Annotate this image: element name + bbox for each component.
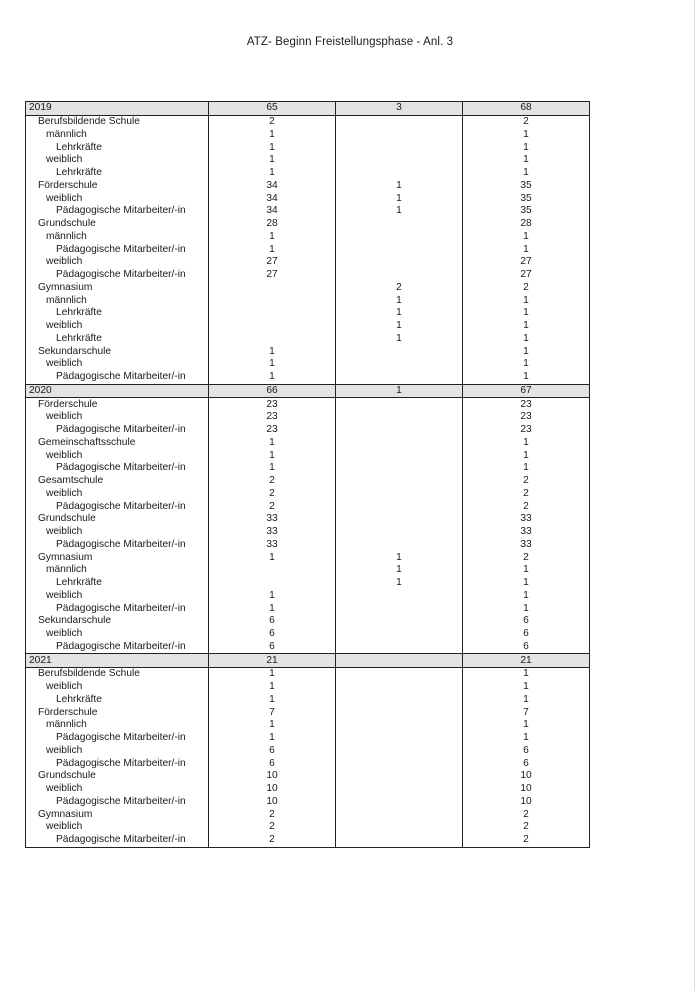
table-row <box>26 231 590 244</box>
value-cell-c: 2 <box>463 115 590 128</box>
value-cell-c: 1 <box>463 449 590 462</box>
table-row <box>26 719 590 732</box>
value-cell-b <box>336 615 463 628</box>
value-cell-a: 6 <box>209 641 336 654</box>
value-cell-b <box>336 641 463 654</box>
value-cell-b <box>336 371 463 384</box>
table-row <box>26 167 590 180</box>
value-cell-b <box>336 243 463 256</box>
value-cell-c: 35 <box>463 192 590 205</box>
value-cell-b <box>336 449 463 462</box>
value-cell-a: 1 <box>209 345 336 358</box>
value-cell-b <box>336 783 463 796</box>
row-label: weiblich <box>26 821 209 834</box>
row-label: Lehrkräfte <box>26 577 209 590</box>
value-cell-b <box>336 141 463 154</box>
table-row <box>26 783 590 796</box>
value-cell-b <box>336 719 463 732</box>
value-cell-c: 1 <box>463 333 590 346</box>
statistics-table <box>25 101 590 848</box>
row-label: Pädagogische Mitarbeiter/-in <box>26 205 209 218</box>
value-cell-b <box>336 500 463 513</box>
value-cell-c: 6 <box>463 628 590 641</box>
table-row <box>26 345 590 358</box>
row-label: männlich <box>26 564 209 577</box>
table-row <box>26 154 590 167</box>
value-cell-a: 2 <box>209 821 336 834</box>
value-cell-c: 67 <box>463 384 590 398</box>
row-label: Gesamtschule <box>26 475 209 488</box>
table-row <box>26 180 590 193</box>
value-cell-c: 35 <box>463 205 590 218</box>
value-cell-c: 1 <box>463 732 590 745</box>
value-cell-a: 1 <box>209 694 336 707</box>
value-cell-b: 1 <box>336 192 463 205</box>
value-cell-c: 1 <box>463 358 590 371</box>
value-cell-b <box>336 706 463 719</box>
table-row <box>26 437 590 450</box>
row-label: weiblich <box>26 320 209 333</box>
value-cell-b <box>336 475 463 488</box>
value-cell-b: 1 <box>336 564 463 577</box>
table-row <box>26 539 590 552</box>
value-cell-b: 2 <box>336 282 463 295</box>
value-cell-b <box>336 411 463 424</box>
row-label: weiblich <box>26 526 209 539</box>
value-cell-a: 27 <box>209 269 336 282</box>
table-row <box>26 115 590 128</box>
value-cell-a: 23 <box>209 398 336 411</box>
value-cell-c: 23 <box>463 424 590 437</box>
value-cell-a: 23 <box>209 424 336 437</box>
row-label: Lehrkräfte <box>26 694 209 707</box>
value-cell-c: 1 <box>463 294 590 307</box>
value-cell-a: 1 <box>209 231 336 244</box>
value-cell-a: 33 <box>209 513 336 526</box>
value-cell-b: 1 <box>336 307 463 320</box>
row-label: weiblich <box>26 488 209 501</box>
table-row <box>26 551 590 564</box>
value-cell-a: 65 <box>209 102 336 116</box>
value-cell-c: 33 <box>463 539 590 552</box>
value-cell-b <box>336 745 463 758</box>
value-cell-a: 27 <box>209 256 336 269</box>
value-cell-c: 1 <box>463 371 590 384</box>
value-cell-a: 6 <box>209 615 336 628</box>
row-label: Pädagogische Mitarbeiter/-in <box>26 462 209 475</box>
value-cell-c: 1 <box>463 243 590 256</box>
value-cell-c: 2 <box>463 475 590 488</box>
table-row <box>26 411 590 424</box>
value-cell-b <box>336 345 463 358</box>
value-cell-b: 1 <box>336 577 463 590</box>
year-row <box>26 384 590 398</box>
row-label: weiblich <box>26 411 209 424</box>
page-title: ATZ- Beginn Freistellungsphase - Anl. 3 <box>246 36 454 48</box>
table-row <box>26 628 590 641</box>
value-cell-a: 33 <box>209 526 336 539</box>
value-cell-b <box>336 358 463 371</box>
value-cell-c: 2 <box>463 551 590 564</box>
value-cell-a: 6 <box>209 628 336 641</box>
value-cell-c: 2 <box>463 282 590 295</box>
value-cell-b: 1 <box>336 320 463 333</box>
value-cell-a: 2 <box>209 475 336 488</box>
value-cell-b <box>336 398 463 411</box>
table-row <box>26 590 590 603</box>
row-label: Pädagogische Mitarbeiter/-in <box>26 834 209 847</box>
value-cell-c: 1 <box>463 141 590 154</box>
table-row <box>26 424 590 437</box>
table-row <box>26 526 590 539</box>
value-cell-a: 1 <box>209 141 336 154</box>
row-label: Förderschule <box>26 706 209 719</box>
row-label: Sekundarschule <box>26 615 209 628</box>
value-cell-a: 1 <box>209 590 336 603</box>
value-cell-b <box>336 424 463 437</box>
table-row <box>26 681 590 694</box>
value-cell-a: 2 <box>209 115 336 128</box>
table-row <box>26 294 590 307</box>
value-cell-b <box>336 488 463 501</box>
value-cell-a <box>209 307 336 320</box>
row-label: Pädagogische Mitarbeiter/-in <box>26 602 209 615</box>
value-cell-b <box>336 437 463 450</box>
value-cell-c: 23 <box>463 398 590 411</box>
value-cell-a: 1 <box>209 449 336 462</box>
value-cell-b <box>336 808 463 821</box>
row-label: Pädagogische Mitarbeiter/-in <box>26 500 209 513</box>
value-cell-c: 1 <box>463 694 590 707</box>
value-cell-c: 1 <box>463 231 590 244</box>
value-cell-c: 6 <box>463 757 590 770</box>
value-cell-b <box>336 628 463 641</box>
value-cell-c: 23 <box>463 411 590 424</box>
row-label: weiblich <box>26 681 209 694</box>
value-cell-a: 2 <box>209 834 336 847</box>
value-cell-b <box>336 834 463 847</box>
value-cell-c: 1 <box>463 167 590 180</box>
row-label: Pädagogische Mitarbeiter/-in <box>26 757 209 770</box>
table-row <box>26 732 590 745</box>
value-cell-a <box>209 564 336 577</box>
value-cell-b <box>336 770 463 783</box>
row-label: Pädagogische Mitarbeiter/-in <box>26 539 209 552</box>
value-cell-a <box>209 577 336 590</box>
table-row <box>26 488 590 501</box>
value-cell-b <box>336 821 463 834</box>
value-cell-b <box>336 757 463 770</box>
value-cell-b <box>336 154 463 167</box>
value-cell-b <box>336 269 463 282</box>
table-row <box>26 668 590 681</box>
value-cell-c: 2 <box>463 808 590 821</box>
table-row <box>26 577 590 590</box>
value-cell-a: 33 <box>209 539 336 552</box>
table-row <box>26 641 590 654</box>
value-cell-a: 1 <box>209 154 336 167</box>
value-cell-a: 10 <box>209 770 336 783</box>
value-cell-b: 1 <box>336 205 463 218</box>
value-cell-c: 1 <box>463 577 590 590</box>
row-label: Gymnasium <box>26 282 209 295</box>
year-label: 2021 <box>26 654 209 668</box>
value-cell-c: 1 <box>463 590 590 603</box>
value-cell-b <box>336 462 463 475</box>
value-cell-a: 1 <box>209 243 336 256</box>
value-cell-a: 2 <box>209 808 336 821</box>
value-cell-b <box>336 539 463 552</box>
year-row <box>26 654 590 668</box>
table-row <box>26 694 590 707</box>
row-label: Berufsbildende Schule <box>26 115 209 128</box>
row-label: Berufsbildende Schule <box>26 668 209 681</box>
table-row <box>26 371 590 384</box>
value-cell-c: 1 <box>463 564 590 577</box>
value-cell-c: 2 <box>463 488 590 501</box>
value-cell-b <box>336 668 463 681</box>
table-row <box>26 141 590 154</box>
row-label: Gymnasium <box>26 808 209 821</box>
value-cell-c: 35 <box>463 180 590 193</box>
value-cell-b <box>336 218 463 231</box>
row-label: weiblich <box>26 590 209 603</box>
table-row <box>26 796 590 809</box>
value-cell-c: 1 <box>463 129 590 142</box>
row-label: Grundschule <box>26 513 209 526</box>
row-label: weiblich <box>26 256 209 269</box>
value-cell-a: 1 <box>209 668 336 681</box>
table-row <box>26 192 590 205</box>
table-row <box>26 307 590 320</box>
value-cell-b <box>336 129 463 142</box>
value-cell-b <box>336 796 463 809</box>
value-cell-c: 10 <box>463 783 590 796</box>
value-cell-c: 6 <box>463 615 590 628</box>
table-row <box>26 333 590 346</box>
year-label: 2019 <box>26 102 209 116</box>
value-cell-c: 2 <box>463 500 590 513</box>
table-row <box>26 243 590 256</box>
row-label: weiblich <box>26 745 209 758</box>
table-row <box>26 269 590 282</box>
value-cell-c: 2 <box>463 821 590 834</box>
row-label: Grundschule <box>26 218 209 231</box>
value-cell-b <box>336 115 463 128</box>
value-cell-c: 2 <box>463 834 590 847</box>
value-cell-c: 1 <box>463 437 590 450</box>
value-cell-c: 68 <box>463 102 590 116</box>
value-cell-b <box>336 590 463 603</box>
value-cell-a: 1 <box>209 732 336 745</box>
row-label: weiblich <box>26 358 209 371</box>
value-cell-a <box>209 294 336 307</box>
row-label: weiblich <box>26 783 209 796</box>
value-cell-b <box>336 526 463 539</box>
table-row <box>26 745 590 758</box>
value-cell-c: 33 <box>463 513 590 526</box>
table-row <box>26 320 590 333</box>
row-label: männlich <box>26 719 209 732</box>
table-row <box>26 398 590 411</box>
value-cell-a: 1 <box>209 602 336 615</box>
value-cell-c: 1 <box>463 681 590 694</box>
table-row <box>26 834 590 847</box>
value-cell-b: 1 <box>336 180 463 193</box>
value-cell-b <box>336 732 463 745</box>
table-row <box>26 462 590 475</box>
value-cell-c: 27 <box>463 256 590 269</box>
row-label: Förderschule <box>26 398 209 411</box>
row-label: Lehrkräfte <box>26 333 209 346</box>
row-label: Sekundarschule <box>26 345 209 358</box>
value-cell-a <box>209 320 336 333</box>
value-cell-a: 10 <box>209 783 336 796</box>
row-label: Grundschule <box>26 770 209 783</box>
scan-edge-line <box>694 0 695 991</box>
value-cell-c: 6 <box>463 745 590 758</box>
table-row <box>26 500 590 513</box>
table-row <box>26 821 590 834</box>
row-label: Förderschule <box>26 180 209 193</box>
table-row <box>26 129 590 142</box>
row-label: Pädagogische Mitarbeiter/-in <box>26 732 209 745</box>
value-cell-b: 1 <box>336 384 463 398</box>
table-row <box>26 564 590 577</box>
table-body <box>26 102 590 848</box>
row-label: männlich <box>26 129 209 142</box>
value-cell-a: 34 <box>209 192 336 205</box>
table-row <box>26 475 590 488</box>
table-row <box>26 602 590 615</box>
table-row <box>26 615 590 628</box>
value-cell-b <box>336 681 463 694</box>
value-cell-c: 21 <box>463 654 590 668</box>
value-cell-a: 23 <box>209 411 336 424</box>
value-cell-c: 27 <box>463 269 590 282</box>
value-cell-c: 1 <box>463 719 590 732</box>
value-cell-a: 1 <box>209 719 336 732</box>
table-row <box>26 218 590 231</box>
row-label: männlich <box>26 231 209 244</box>
value-cell-b: 3 <box>336 102 463 116</box>
table-row <box>26 205 590 218</box>
value-cell-c: 1 <box>463 345 590 358</box>
value-cell-a: 1 <box>209 437 336 450</box>
row-label: Pädagogische Mitarbeiter/-in <box>26 269 209 282</box>
value-cell-a: 2 <box>209 500 336 513</box>
row-label: weiblich <box>26 628 209 641</box>
value-cell-c: 10 <box>463 796 590 809</box>
value-cell-a: 6 <box>209 757 336 770</box>
value-cell-b <box>336 694 463 707</box>
value-cell-a: 21 <box>209 654 336 668</box>
value-cell-a: 1 <box>209 371 336 384</box>
value-cell-a: 66 <box>209 384 336 398</box>
value-cell-b <box>336 167 463 180</box>
value-cell-c: 6 <box>463 641 590 654</box>
value-cell-a: 34 <box>209 180 336 193</box>
row-label: Lehrkräfte <box>26 307 209 320</box>
value-cell-a: 6 <box>209 745 336 758</box>
row-label: Lehrkräfte <box>26 141 209 154</box>
value-cell-b <box>336 256 463 269</box>
value-cell-a: 7 <box>209 706 336 719</box>
table-row <box>26 282 590 295</box>
row-label: männlich <box>26 294 209 307</box>
value-cell-c: 10 <box>463 770 590 783</box>
table-row <box>26 358 590 371</box>
row-label: weiblich <box>26 449 209 462</box>
value-cell-c: 1 <box>463 668 590 681</box>
table-row <box>26 449 590 462</box>
value-cell-b: 1 <box>336 294 463 307</box>
value-cell-a: 34 <box>209 205 336 218</box>
row-label: Pädagogische Mitarbeiter/-in <box>26 371 209 384</box>
value-cell-c: 1 <box>463 462 590 475</box>
table-row <box>26 256 590 269</box>
value-cell-a: 10 <box>209 796 336 809</box>
value-cell-a <box>209 333 336 346</box>
value-cell-b <box>336 654 463 668</box>
value-cell-b <box>336 513 463 526</box>
table-row <box>26 513 590 526</box>
row-label: weiblich <box>26 154 209 167</box>
row-label: Gemeinschaftsschule <box>26 437 209 450</box>
table-row <box>26 808 590 821</box>
value-cell-b <box>336 602 463 615</box>
value-cell-a: 1 <box>209 551 336 564</box>
value-cell-a: 2 <box>209 488 336 501</box>
table-row <box>26 706 590 719</box>
value-cell-b: 1 <box>336 551 463 564</box>
value-cell-c: 1 <box>463 320 590 333</box>
value-cell-a: 1 <box>209 462 336 475</box>
value-cell-c: 1 <box>463 602 590 615</box>
value-cell-a: 1 <box>209 681 336 694</box>
value-cell-a: 1 <box>209 129 336 142</box>
value-cell-c: 33 <box>463 526 590 539</box>
value-cell-c: 1 <box>463 154 590 167</box>
row-label: Lehrkräfte <box>26 167 209 180</box>
value-cell-b: 1 <box>336 333 463 346</box>
year-label: 2020 <box>26 384 209 398</box>
value-cell-a: 1 <box>209 358 336 371</box>
row-label: Gymnasium <box>26 551 209 564</box>
value-cell-a <box>209 282 336 295</box>
row-label: Pädagogische Mitarbeiter/-in <box>26 796 209 809</box>
row-label: Pädagogische Mitarbeiter/-in <box>26 424 209 437</box>
value-cell-c: 1 <box>463 307 590 320</box>
row-label: Pädagogische Mitarbeiter/-in <box>26 641 209 654</box>
table-row <box>26 770 590 783</box>
value-cell-c: 28 <box>463 218 590 231</box>
table-row <box>26 757 590 770</box>
value-cell-a: 28 <box>209 218 336 231</box>
value-cell-b <box>336 231 463 244</box>
year-row <box>26 102 590 116</box>
row-label: Pädagogische Mitarbeiter/-in <box>26 243 209 256</box>
value-cell-a: 1 <box>209 167 336 180</box>
row-label: weiblich <box>26 192 209 205</box>
value-cell-c: 7 <box>463 706 590 719</box>
